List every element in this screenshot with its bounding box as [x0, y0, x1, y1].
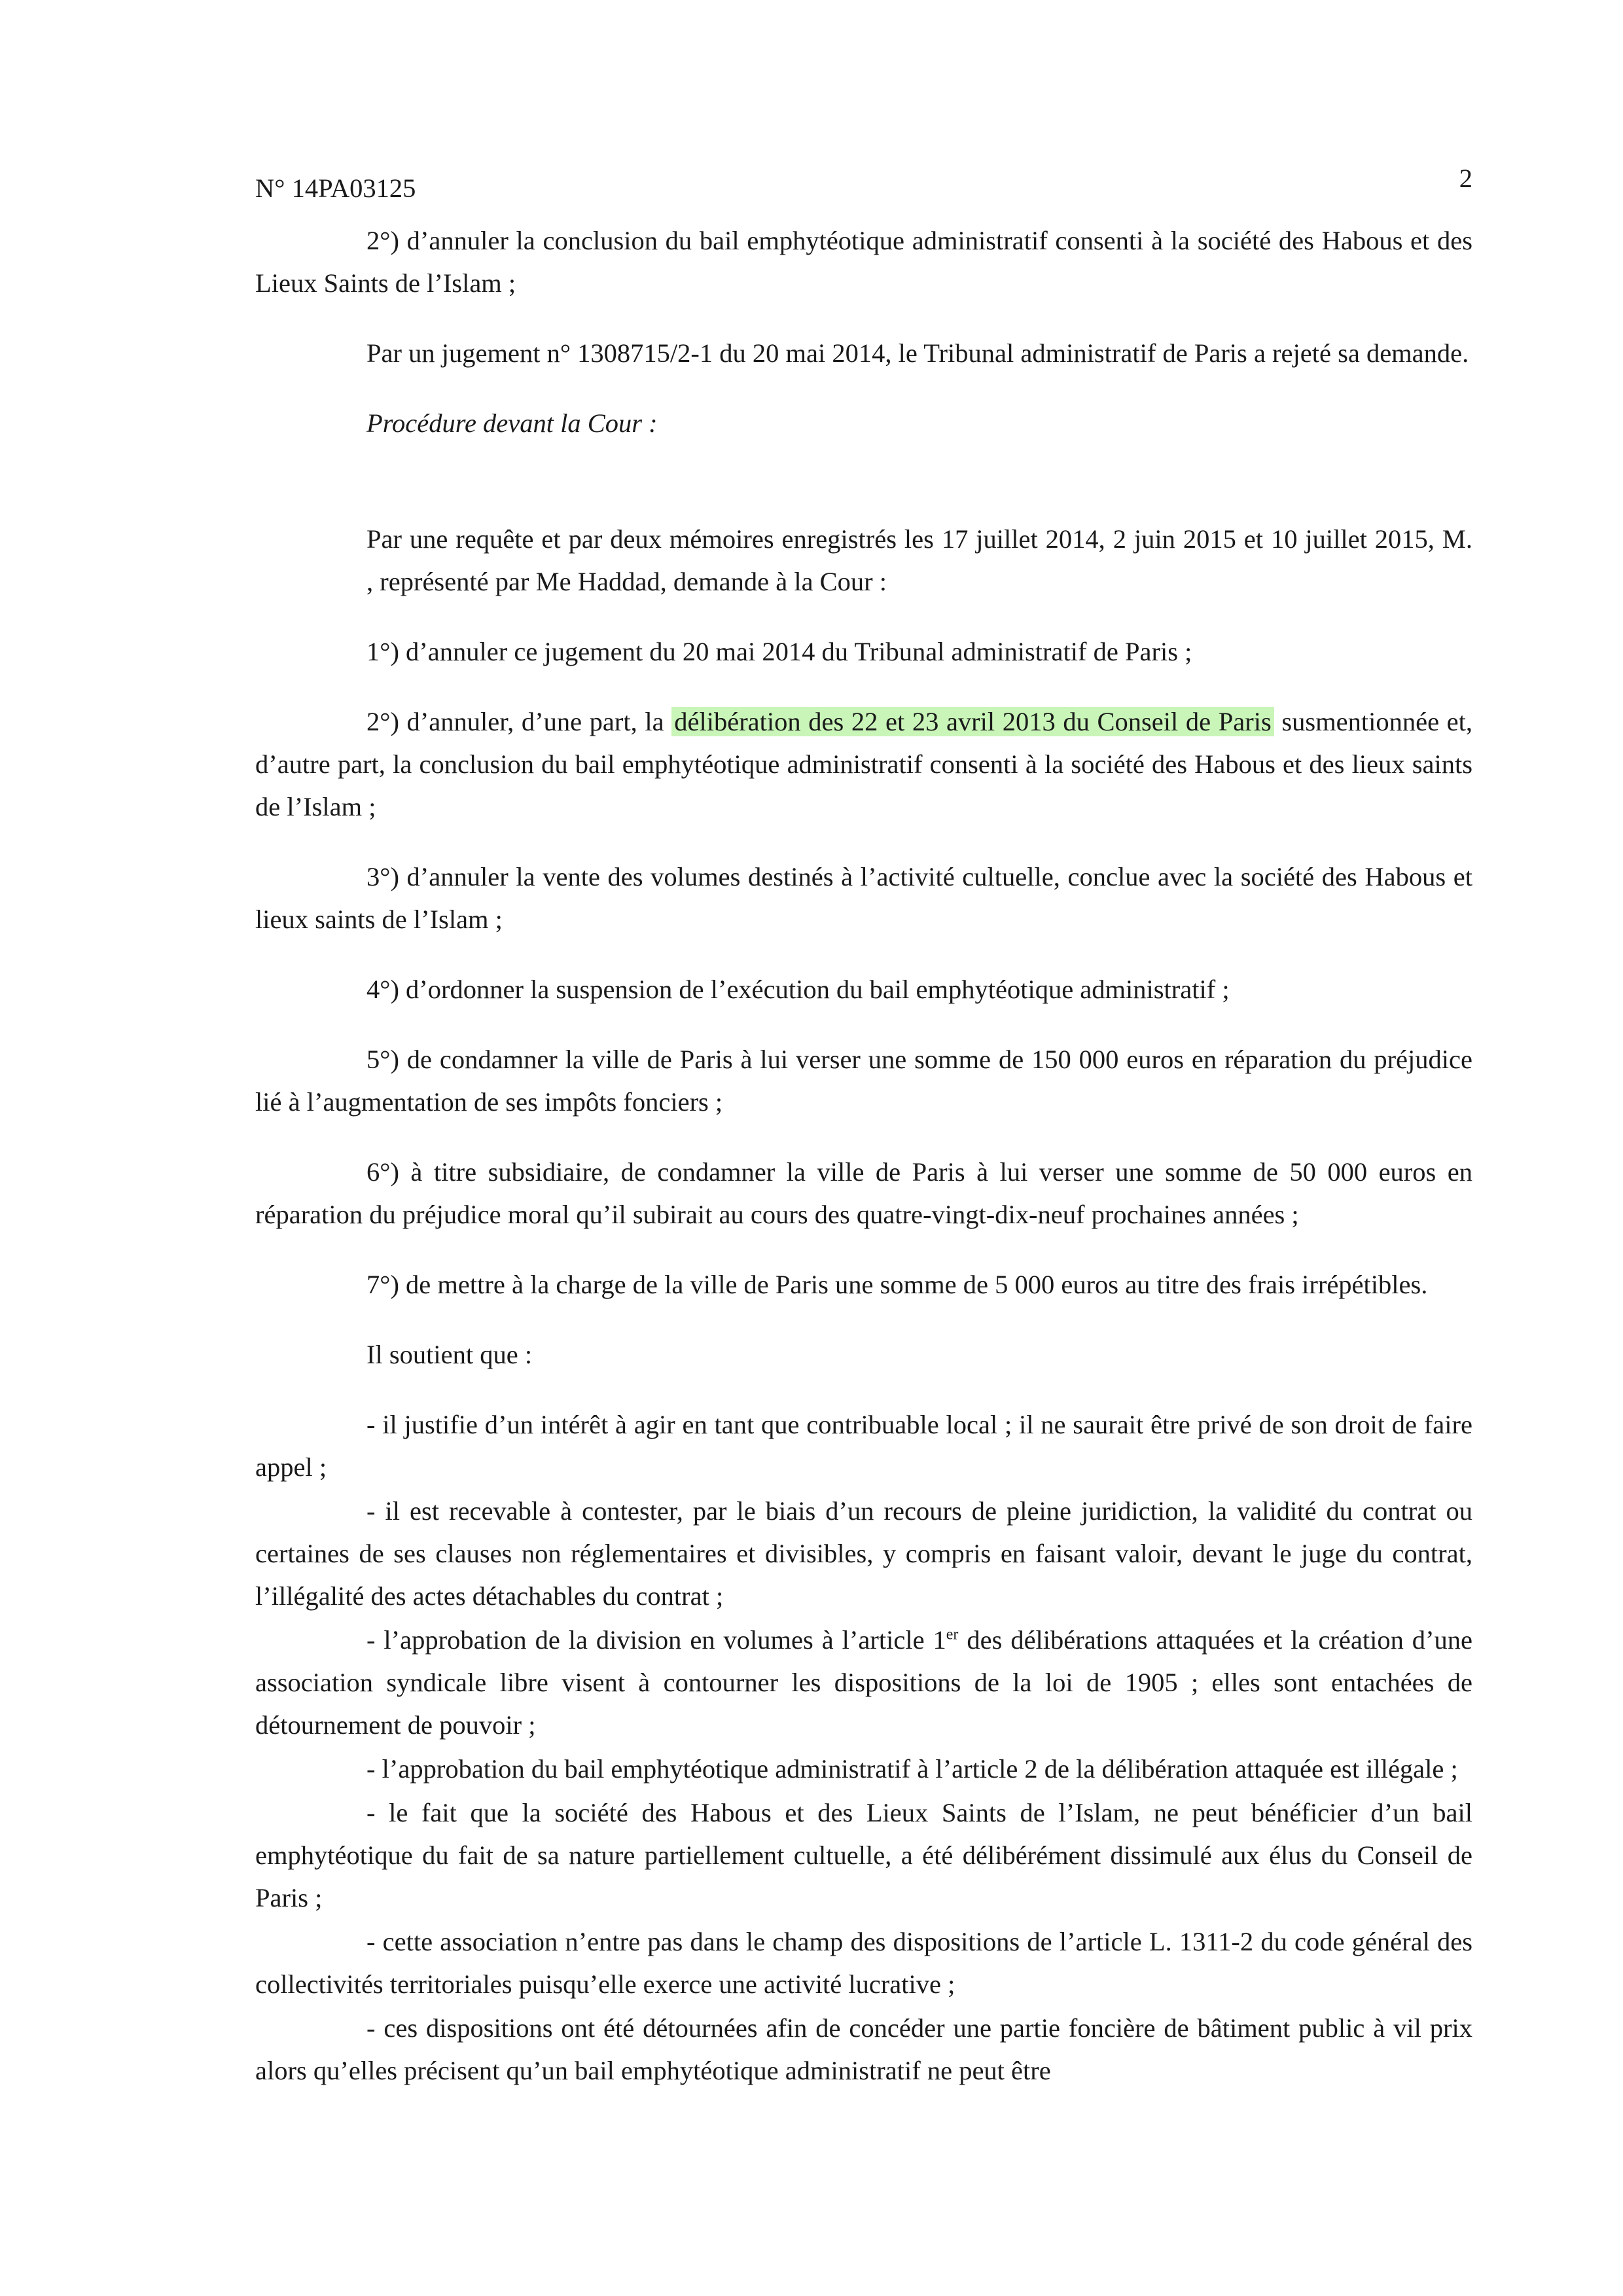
item-2-start: 2°) d’annuler, d’une part, la	[366, 707, 664, 736]
document-page	[255, 147, 1472, 2092]
highlighted-deliberation: délibération des 22 et 23 avril 2013 du Conseil de Paris	[671, 707, 1274, 736]
paragraph-judgment: Par un jugement n° 1308715/2-1 du 20 mai 2014, le Tribunal administratif de Paris a rejeté sa demande.	[366, 338, 1469, 368]
argument-3-start: - l’approbation de la division en volumes à l’article 1	[366, 1625, 946, 1655]
argument-6: - cette association n’entre pas dans le champ des dispositions de l’article L. 1311-2 du code général des collectivités territoriales puisqu’elle exerce une activité lucrative ;	[255, 1927, 1472, 1999]
argument-2: - il est recevable à contester, par le biais d’un recours de pleine juridiction, la validité du contrat ou certaines de ses clauses non réglementaires et divisibles, y compris en faisant valoir, devant le juge du contrat, l’illégalité des actes détachables du contrat ;	[255, 1496, 1472, 1611]
paragraph-request	[255, 518, 1472, 603]
superscript-er: er	[946, 1626, 959, 1643]
paragraph-item-1: 1°) d’annuler ce jugement du 20 mai 2014 du Tribunal administratif de Paris ;	[366, 637, 1192, 666]
paragraph-item-2	[255, 700, 1472, 828]
spacer	[255, 472, 1472, 518]
argument-7: - ces dispositions ont été détournées afin de concéder une partie foncière de bâtiment public à vil prix alors qu’elles précisent qu’un bail emphytéotique administratif ne peut être	[255, 2013, 1472, 2085]
request-text-end: , représenté par Me Haddad, demande à la Cour :	[366, 567, 887, 596]
argument-5: - le fait que la société des Habous et des Lieux Saints de l’Islam, ne peut bénéficier d’un bail emphytéotique du fait de sa nature partiellement cultuelle, a été délibérément dissimulé aux élus du Conseil de Paris ;	[255, 1798, 1472, 1912]
item-2-end: susmentionnée et, d’autre part, la conclusion du bail emphytéotique administratif consenti à la société des Habous et des lieux saints de l’Islam ;	[255, 707, 1473, 821]
paragraph-item-4: 4°) d’ordonner la suspension de l’exécution du bail emphytéotique administratif ;	[366, 975, 1230, 1004]
argument-3-end: des délibérations attaquées et la création d’une association syndicale libre visent à contourner les dispositions de la loi de 1905 ; elles sont entachées de détournement de pouvoir ;	[255, 1625, 1472, 1740]
page-number: 2	[1459, 164, 1472, 193]
page-header	[255, 147, 1472, 219]
argument-1: - il justifie d’un intérêt à agir en tant que contribuable local ; il ne saurait être privé de son droit de faire appel ;	[255, 1410, 1472, 1482]
paragraph-item-5: 5°) de condamner la ville de Paris à lui verser une somme de 150 000 euros en réparation du préjudice lié à l’augmentation de ses impôts fonciers ;	[255, 1045, 1472, 1117]
argument-4: - l’approbation du bail emphytéotique administratif à l’article 2 de la délibération attaquée est illégale ;	[366, 1754, 1458, 1784]
request-text-start: Par une requête et par deux mémoires enregistrés les 17 juillet 2014, 2 juin 2015 et 10 juillet 2015, M.	[366, 524, 1472, 554]
argument-3	[255, 1619, 1472, 1746]
paragraph-conclusion-annulment: 2°) d’annuler la conclusion du bail emphytéotique administratif consenti à la société des Habous et des Lieux Saints de l’Islam ;	[255, 226, 1472, 298]
section-heading-procedure	[255, 402, 1472, 444]
section-heading-text: Procédure devant la Cour :	[366, 408, 658, 438]
paragraph-arguments-intro: Il soutient que :	[366, 1340, 533, 1369]
paragraph-item-7: 7°) de mettre à la charge de la ville de Paris une somme de 5 000 euros au titre des frais irrépétibles.	[366, 1270, 1428, 1299]
paragraph-item-3: 3°) d’annuler la vente des volumes destinés à l’activité cultuelle, conclue avec la société des Habous et lieux saints de l’Islam ;	[255, 862, 1472, 934]
paragraph-item-6: 6°) à titre subsidiaire, de condamner la ville de Paris à lui verser une somme de 50 000 euros en réparation du préjudice moral qu’il subirait au cours des quatre-vingt-dix-neuf prochaines années ;	[255, 1157, 1472, 1229]
case-number: N° 14PA03125	[255, 173, 416, 203]
